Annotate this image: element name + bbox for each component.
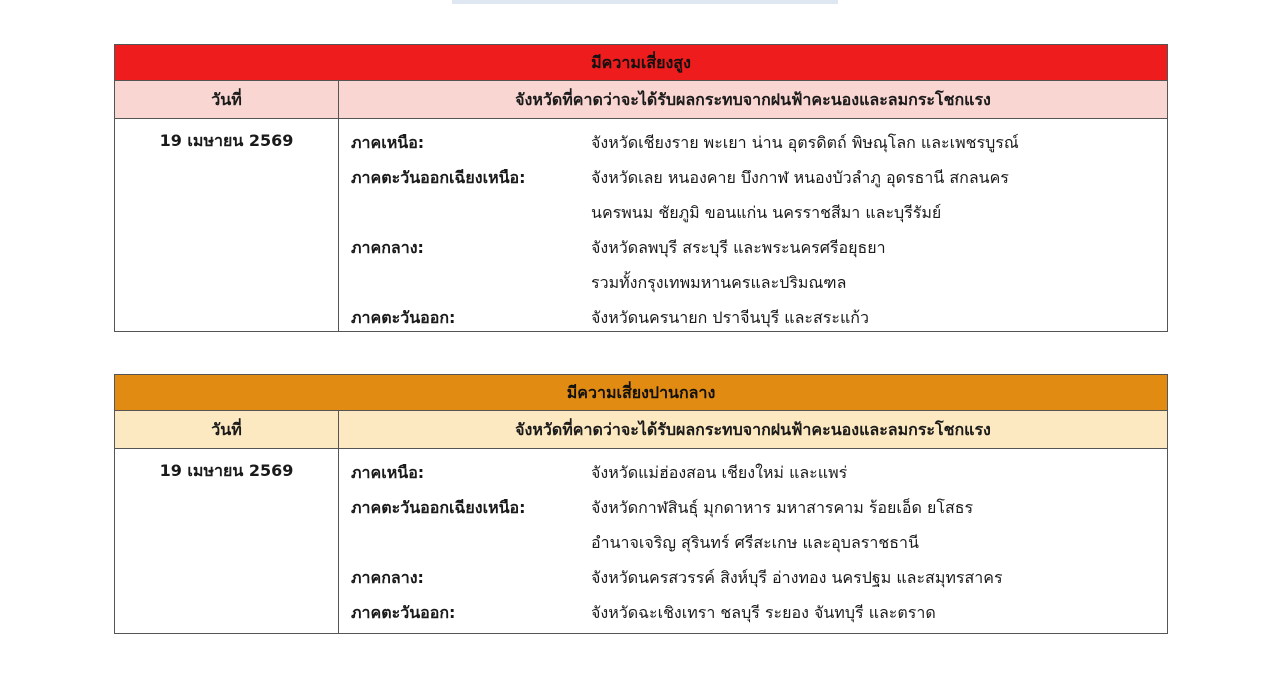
province-list <box>591 230 1167 300</box>
region-name: ภาคตะวันออก: <box>351 603 456 622</box>
provinces-cell <box>339 449 1167 633</box>
province-line: จังหวัดลพบุรี สระบุรี และพระนครศรีอยุธยา <box>591 238 886 257</box>
province-list <box>591 160 1167 230</box>
medium-risk-table <box>114 374 1168 634</box>
risk-level-header: มีความเสี่ยงปานกลาง <box>115 375 1167 411</box>
column-header-row <box>115 81 1167 119</box>
table-row <box>115 119 1167 331</box>
region-name: ภาคเหนือ: <box>351 463 425 482</box>
province-line: อำนาจเจริญ สุรินทร์ ศรีสะเกษ และอุบลราชธานี <box>591 533 919 552</box>
high-risk-table <box>114 44 1168 332</box>
province-line: จังหวัดเชียงราย พะเยา น่าน อุตรดิตถ์ พิษณุโลก และเพชรบูรณ์ <box>591 133 1019 152</box>
province-list <box>591 490 1167 560</box>
province-list <box>591 125 1167 160</box>
region-central <box>351 230 1167 300</box>
region-name: ภาคเหนือ: <box>351 133 425 152</box>
column-header-row <box>115 411 1167 449</box>
region-north <box>351 125 1167 160</box>
region-north <box>351 455 1167 490</box>
region-name: ภาคกลาง: <box>351 238 424 257</box>
provinces-column-header: จังหวัดที่คาดว่าจะได้รับผลกระทบจากฝนฟ้าคะนองและลมกระโชกแรง <box>515 420 991 439</box>
province-line: รวมทั้งกรุงเทพมหานครและปริมณฑล <box>591 273 847 292</box>
province-line: จังหวัดนครสวรรค์ สิงห์บุรี อ่างทอง นครปฐม และสมุทรสาคร <box>591 568 1003 587</box>
provinces-column-header: จังหวัดที่คาดว่าจะได้รับผลกระทบจากฝนฟ้าคะนองและลมกระโชกแรง <box>515 90 991 109</box>
table-row <box>115 449 1167 633</box>
risk-level-header: มีความเสี่ยงสูง <box>115 45 1167 81</box>
province-list <box>591 595 1167 630</box>
province-line: จังหวัดเลย หนองคาย บึงกาฬ หนองบัวลำภู อุดรธานี สกลนคร <box>591 168 1009 187</box>
province-list <box>591 455 1167 490</box>
region-northeast <box>351 160 1167 230</box>
provinces-cell <box>339 119 1167 331</box>
date-column-header: วันที่ <box>115 81 339 118</box>
province-line: จังหวัดนครนายก ปราจีนบุรี และสระแก้ว <box>591 308 869 327</box>
province-line: จังหวัดแม่ฮ่องสอน เชียงใหม่ และแพร่ <box>591 463 848 482</box>
date-cell: 19 เมษายน 2569 <box>115 449 339 633</box>
province-line: นครพนม ชัยภูมิ ขอนแก่น นครราชสีมา และบุรีรัมย์ <box>591 203 942 222</box>
date-cell: 19 เมษายน 2569 <box>115 119 339 331</box>
region-central <box>351 560 1167 595</box>
region-east <box>351 300 1167 335</box>
region-name: ภาคตะวันออกเฉียงเหนือ: <box>351 168 526 187</box>
top-strip <box>452 0 838 4</box>
region-name: ภาคตะวันออกเฉียงเหนือ: <box>351 498 526 517</box>
province-list <box>591 300 1167 335</box>
province-line: จังหวัดฉะเชิงเทรา ชลบุรี ระยอง จันทบุรี และตราด <box>591 603 936 622</box>
region-northeast <box>351 490 1167 560</box>
region-name: ภาคกลาง: <box>351 568 424 587</box>
region-name: ภาคตะวันออก: <box>351 308 456 327</box>
province-line: จังหวัดกาฬสินธุ์ มุกดาหาร มหาสารคาม ร้อยเอ็ด ยโสธร <box>591 498 974 517</box>
province-list <box>591 560 1167 595</box>
region-east <box>351 595 1167 630</box>
date-column-header: วันที่ <box>115 411 339 448</box>
